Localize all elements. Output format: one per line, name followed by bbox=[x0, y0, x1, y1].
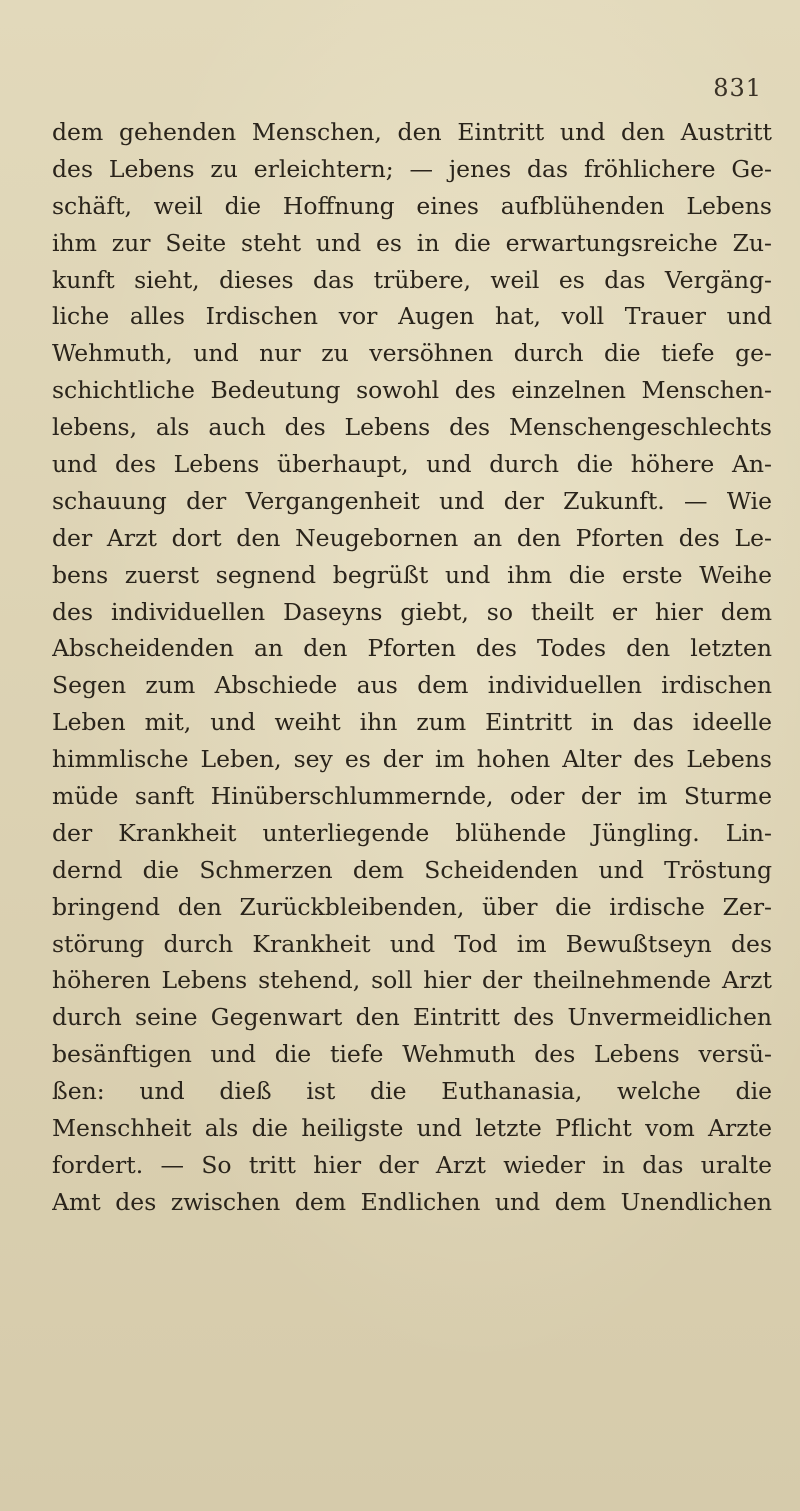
text-line: fordert. — So tritt hier der Arzt wieder in das uralte bbox=[52, 1150, 772, 1179]
text-line: ßen: und dieß ist die Euthanasia, welche die bbox=[52, 1077, 772, 1106]
text-line: der Krankheit unterliegende blühende Jüngling. Lin- bbox=[52, 818, 772, 847]
text-line: lebens, als auch des Lebens des Menschengeschlechts bbox=[52, 413, 772, 442]
text-line: Abscheidenden an den Pforten des Todes den letzten bbox=[52, 634, 772, 663]
text-line: Wehmuth, und nur zu versöhnen durch die tiefe ge- bbox=[52, 339, 772, 368]
text-line: ihm zur Seite steht und es in die erwartungsreiche Zu- bbox=[52, 228, 772, 257]
text-line: störung durch Krankheit und Tod im Bewußtseyn des bbox=[52, 929, 772, 958]
text-line: und des Lebens überhaupt, und durch die höhere An- bbox=[52, 450, 772, 479]
text-line: des individuellen Daseyns giebt, so theilt er hier dem bbox=[52, 597, 772, 626]
text-line: bringend den Zurückbleibenden, über die irdische Zer- bbox=[52, 892, 772, 921]
text-line: bens zuerst segnend begrüßt und ihm die erste Weihe bbox=[52, 560, 772, 589]
page-number: 831 bbox=[713, 74, 762, 102]
text-line: schäft, weil die Hoffnung eines aufblühenden Lebens bbox=[52, 191, 772, 220]
text-line: kunft sieht, dieses das trübere, weil es das Vergäng- bbox=[52, 265, 772, 294]
text-line: Segen zum Abschiede aus dem individuellen irdischen bbox=[52, 671, 772, 700]
text-line: dernd die Schmerzen dem Scheidenden und Tröstung bbox=[52, 855, 772, 884]
text-line: müde sanft Hinüberschlummernde, oder der im Sturme bbox=[52, 782, 772, 811]
text-line: des Lebens zu erleichtern; — jenes das fröhlichere Ge- bbox=[52, 154, 772, 183]
text-line: schichtliche Bedeutung sowohl des einzelnen Menschen- bbox=[52, 376, 772, 405]
text-line: himmlische Leben, sey es der im hohen Alter des Lebens bbox=[52, 745, 772, 774]
text-line: der Arzt dort den Neugebornen an den Pforten des Le- bbox=[52, 523, 772, 552]
body-text bbox=[52, 114, 772, 1221]
text-line: schauung der Vergangenheit und der Zukunft. — Wie bbox=[52, 486, 772, 515]
text-line: dem gehenden Menschen, den Eintritt und den Austritt bbox=[52, 118, 772, 146]
text-line: Leben mit, und weiht ihn zum Eintritt in das ideelle bbox=[52, 708, 772, 737]
text-line: Amt des zwischen dem Endlichen und dem Unendlichen bbox=[52, 1187, 772, 1216]
text-line: höheren Lebens stehend, soll hier der theilnehmende Arzt bbox=[52, 966, 772, 995]
text-line: durch seine Gegenwart den Eintritt des Unvermeidlichen bbox=[52, 1003, 772, 1032]
text-line: Menschheit als die heiligste und letzte Pflicht vom Arzte bbox=[52, 1114, 772, 1143]
text-line: besänftigen und die tiefe Wehmuth des Lebens versü- bbox=[52, 1040, 772, 1069]
text-line: liche alles Irdischen vor Augen hat, voll Trauer und bbox=[52, 302, 772, 331]
